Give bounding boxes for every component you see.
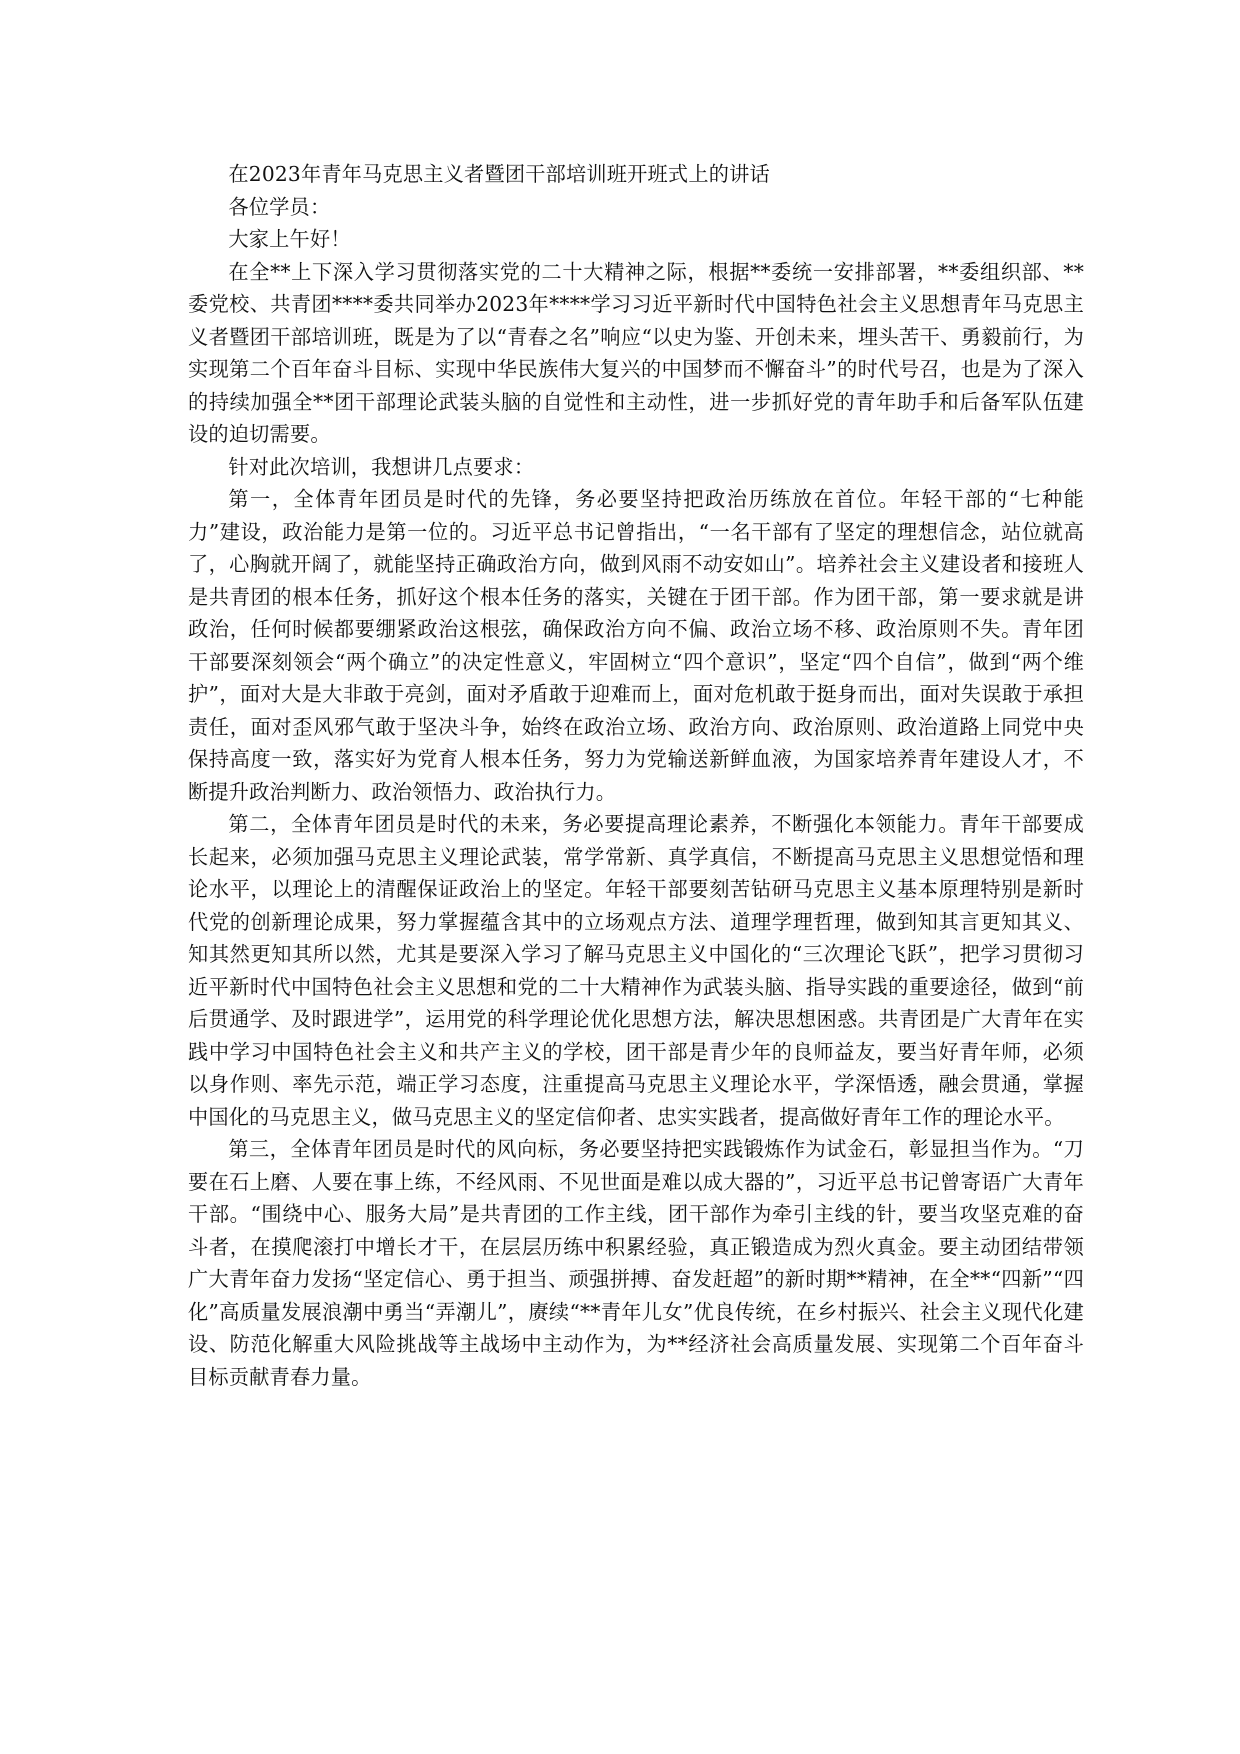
speech-title: 在2023年青年马克思主义者暨团干部培训班开班式上的讲话 bbox=[228, 162, 770, 186]
paragraph-second-point: 第二，全体青年团员是时代的未来，务必要提高理论素养，不断强化本领能力。青年干部要成长起来，必须加强马克思主义理论武装，常学常新、真学真信，不断提高马克思主义思想觉悟和理论水平，以理论上的清醒保证政治上的坚定。年轻干部要刻苦钻研马克思主义基本原理特别是新时代党的创新理论成果，努力掌握蕴含其中的立场观点方法、道理学理哲理，做到知其言更知其义、知其然更知其所以然，尤其是要深入学习了解马克思主义中国化的“三次理论飞跃”，把学习贯彻习近平新时代中国特色社会主义思想和党的二十大精神作为武装头脑、指导实践的重要途径，做到“前后贯通学、及时跟进学”，运用党的科学理论优化思想方法，解决思想困惑。共青团是广大青年在实践中学习中国特色社会主义和共产主义的学校，团干部是青少年的良师益友，要当好青年师，必须以身作则、率先示范，端正学习态度，注重提高马克思主义理论水平，学深悟透，融会贯通，掌握中国化的马克思主义，做马克思主义的坚定信仰者、忠实实践者，提高做好青年工作的理论水平。 bbox=[188, 812, 1084, 1129]
paragraph-intro: 在全**上下深入学习贯彻落实党的二十大精神之际，根据**委统一安排部署，**委组织部、**委党校、共青团****委共同举办2023年****学习习近平新时代中国特色社会主义思想青年马克思主义者暨团干部培训班，既是为了以“青春之名”响应“以史为鉴、开创未来，埋头苦干、勇毅前行，为实现第二个百年奋斗目标、实现中华民族伟大复兴的中国梦而不懈奋斗”的时代号召，也是为了深入的持续加强全**团干部理论武装头脑的自觉性和主动性，进一步抓好党的青年助手和后备军队伍建设的迫切需要。 bbox=[188, 259, 1084, 446]
paragraph-requirements-lead: 针对此次培训，我想讲几点要求： bbox=[228, 454, 535, 479]
paragraph-third-point: 第三，全体青年团员是时代的风向标，务必要坚持把实践锻炼作为试金石，彰显担当作为。“刀要在石上磨、人要在事上练，不经风雨、不见世面是难以成大器的”，习近平总书记曾寄语广大青年干部。“围绕中心、服务大局”是共青团的工作主线，团干部作为牵引主线的针，要当攻坚克难的奋斗者，在摸爬滚打中增长才干，在层层历练中积累经验，真正锻造成为烈火真金。要主动团结带领广大青年奋力发扬“坚定信心、勇于担当、顽强拼搏、奋发赶超”的新时期**精神，在全**“四新”“四化”高质量发展浪潮中勇当“弄潮儿”，赓续“**青年儿女”优良传统，在乡村振兴、社会主义现代化建设、防范化解重大风险挑战等主战场中主动作为，为**经济社会高质量发展、实现第二个百年奋斗目标贡献青春力量。 bbox=[188, 1137, 1084, 1389]
greeting: 大家上午好！ bbox=[228, 227, 351, 251]
document-body bbox=[188, 158, 1084, 1393]
salutation: 各位学员： bbox=[228, 194, 331, 219]
paragraph-first-point: 第一，全体青年团员是时代的先锋，务必要坚持把政治历练放在首位。年轻干部的“七种能力”建设，政治能力是第一位的。习近平总书记曾指出，“一名干部有了坚定的理想信念，站位就高了，心胸就开阔了，就能坚持正确政治方向，做到风雨不动安如山”。培养社会主义建设者和接班人是共青团的根本任务，抓好这个根本任务的落实，关键在于团干部。作为团干部，第一要求就是讲政治，任何时候都要绷紧政治这根弦，确保政治方向不偏、政治立场不移、政治原则不失。青年团干部要深刻领会“两个确立”的决定性意义，牢固树立“四个意识”，坚定“四个自信”，做到“两个维护”，面对大是大非敢于亮剑，面对矛盾敢于迎难而上，面对危机敢于挺身而出，面对失误敢于承担责任，面对歪风邪气敢于坚决斗争，始终在政治立场、政治方向、政治原则、政治道路上同党中央保持高度一致，落实好为党育人根本任务，努力为党输送新鲜血液，为国家培养青年建设人才，不断提升政治判断力、政治领悟力、政治执行力。 bbox=[188, 487, 1084, 804]
